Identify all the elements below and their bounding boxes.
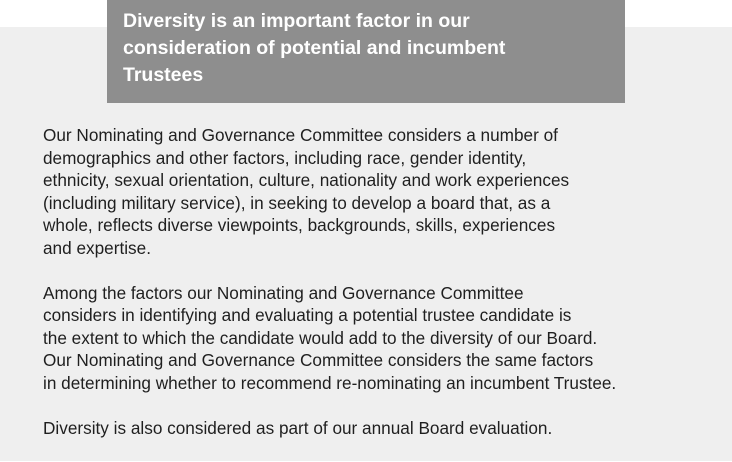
paragraph-candidate-evaluation: Among the factors our Nominating and Governance Committee considers in identifying and evaluating a potential trustee candidate is the extent to which the candidate would add to the diversity of our Board. Our Nominating and Governance Committee considers the same factors in determining whether to recommend re-nominating an incumbent Trustee. <box>43 282 617 393</box>
header-callout <box>107 0 625 103</box>
paragraph-board-evaluation: Diversity is also considered as part of our annual Board evaluation. <box>43 417 553 438</box>
paragraph-committee-factors: Our Nominating and Governance Committee considers a number of demographics and other factors, including race, gender identity, ethnicity, sexual orientation, culture, nationality and work experiences (including military service), in seeking to develop a board that, as a whole, reflects diverse viewpoints, backgrounds, skills, experiences and expertise. <box>43 125 570 258</box>
header-title: Diversity is an important factor in our consideration of potential and incumbent Trustees <box>123 10 506 86</box>
body-text <box>43 124 703 462</box>
